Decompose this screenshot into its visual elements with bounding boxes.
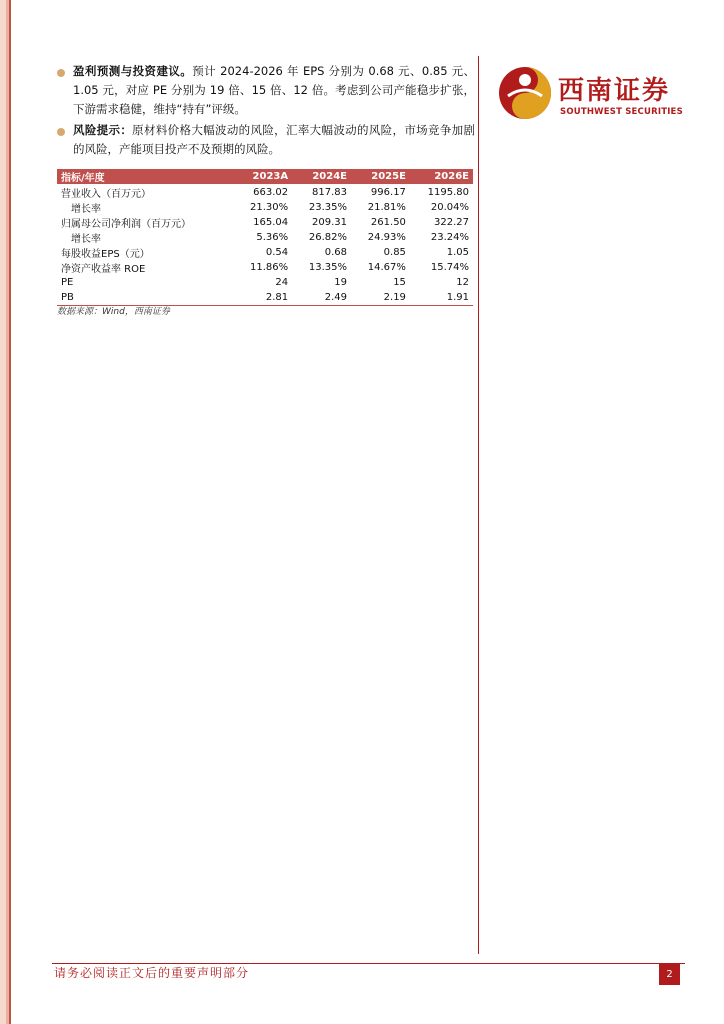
- row-label: 增长率: [71, 234, 101, 245]
- footer-disclaimer: 请务必阅读正文后的重要声明部分: [54, 966, 250, 980]
- financial-forecast-table: [57, 169, 473, 306]
- row-value: 209.31: [312, 217, 348, 228]
- row-label: 归属母公司净利润（百万元）: [61, 219, 191, 230]
- bullet-body: 预计 2024-2026 年 EPS 分别为 0.68 元、0.85 元、1.05 元，对应 PE 分别为 19 倍、15 倍、12 倍。考虑到公司产能稳步扩张，下游需求稳健，维持“持有”评级。: [73, 64, 476, 116]
- row-label: PE: [61, 276, 74, 288]
- row-value: 0.54: [265, 247, 289, 258]
- row-value: 11.86%: [249, 262, 289, 273]
- row-value: 165.04: [253, 217, 289, 228]
- row-value: 996.17: [370, 187, 406, 198]
- row-value: 322.27: [434, 217, 469, 228]
- table-header-cell: 2024E: [292, 169, 351, 184]
- table-header-row: [57, 169, 473, 184]
- row-value: 1.91: [410, 290, 473, 305]
- bullet-dot-icon: [57, 69, 65, 77]
- row-value: 26.82%: [308, 232, 348, 243]
- bullet-heading: 风险提示：: [73, 123, 133, 137]
- row-label: 每股收益EPS（元）: [61, 249, 150, 260]
- logo-english-name: SOUTHWEST SECURITIES: [560, 107, 683, 117]
- row-label: 营业收入（百万元）: [61, 189, 151, 200]
- row-label: 增长率: [71, 204, 101, 215]
- table-row: [57, 245, 473, 260]
- row-value: 817.83: [312, 187, 348, 198]
- row-value: 15.74%: [430, 262, 469, 273]
- row-value: 1195.80: [427, 187, 469, 198]
- risk-warning-paragraph: [57, 121, 475, 159]
- company-logo: [498, 66, 683, 126]
- table-row: [57, 215, 473, 230]
- table-row: [57, 230, 473, 245]
- investment-advice-paragraph: [57, 62, 475, 119]
- row-value: 19: [334, 276, 348, 288]
- row-value: 0.68: [324, 247, 348, 258]
- table-header-cell: 2023A: [233, 169, 292, 184]
- logo-emblem-icon: [498, 66, 552, 120]
- table-header-cell: 指标/年度: [57, 169, 233, 184]
- row-value: 20.04%: [430, 202, 469, 213]
- table-row: [57, 200, 473, 215]
- row-value: 23.24%: [430, 232, 469, 243]
- row-value: 21.30%: [249, 202, 289, 213]
- row-value: 12: [456, 276, 469, 288]
- column-divider: [478, 56, 479, 954]
- row-value: 0.85: [383, 247, 406, 258]
- table-row: [57, 184, 473, 200]
- page-number: 2: [659, 964, 680, 985]
- row-value: 13.35%: [308, 262, 348, 273]
- row-label: 净资产收益率 ROE: [61, 264, 146, 275]
- row-value: 1.05: [446, 247, 469, 258]
- row-value: 15: [393, 276, 406, 288]
- table-row: [57, 275, 473, 290]
- row-value: 2.49: [292, 290, 351, 305]
- data-source-note: 数据来源：Wind，西南证券: [57, 307, 170, 317]
- row-value: 23.35%: [308, 202, 348, 213]
- row-value: 2.81: [233, 290, 292, 305]
- row-value: 21.81%: [367, 202, 406, 213]
- left-decorative-bar: [0, 0, 13, 1024]
- table-row: [57, 290, 473, 305]
- bullet-heading: 盈利预测与投资建议。: [73, 64, 193, 78]
- table-header-cell: 2025E: [351, 169, 410, 184]
- table-row: [57, 260, 473, 275]
- row-value: 5.36%: [256, 232, 289, 243]
- row-label: PB: [57, 290, 233, 305]
- logo-chinese-name: 西南证券: [558, 76, 671, 106]
- row-value: 261.50: [370, 217, 406, 228]
- table-header-cell: 2026E: [410, 169, 473, 184]
- bullet-dot-icon: [57, 128, 65, 136]
- bullet-body: 原材料价格大幅波动的风险，汇率大幅波动的风险，市场竞争加剧的风险，产能项目投产不及预期的风险。: [73, 123, 476, 156]
- row-value: 663.02: [253, 187, 289, 198]
- row-value: 24.93%: [367, 232, 406, 243]
- row-value: 14.67%: [367, 262, 406, 273]
- row-value: 24: [275, 276, 289, 288]
- row-value: 2.19: [351, 290, 410, 305]
